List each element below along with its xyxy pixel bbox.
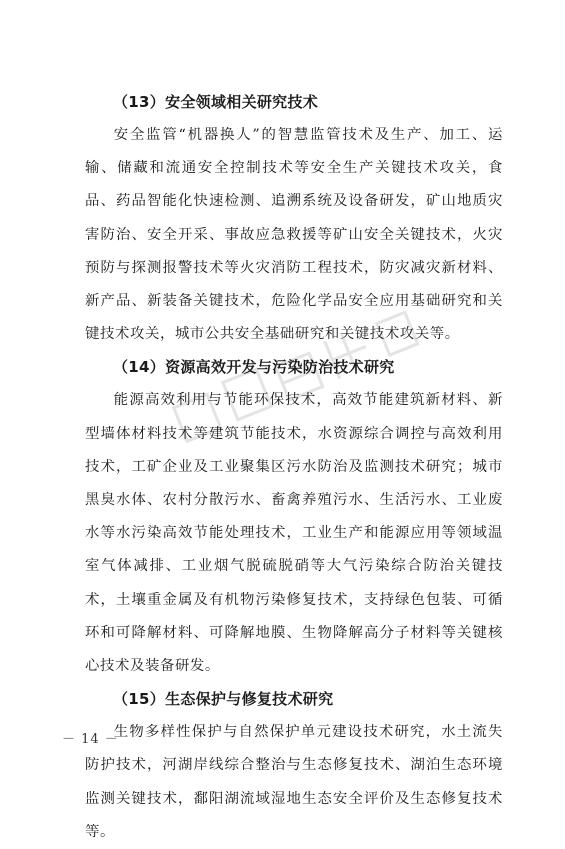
section-paragraph: 安全监管“机器换人”的智慧监管技术及生产、加工、运输、储藏和流通安全控制技术等安全生产关键技术攻关，食品、药品智能化快速检测、追溯系统及设备研发，矿山地质灾害防治、安全开采、事故应急救援等矿山安全关键技术，火灾预防与探测报警技术等火灾消防工程技术，防灾减灾新材料、新产品、新装备关键技术，危险化学品安全应用基础研究和关键技术攻关，城市公共安全基础研究和关键技术攻关等。: [85, 127, 503, 343]
section-heading: （13）安全领域相关研究技术: [113, 93, 319, 111]
section-15: [85, 683, 503, 849]
section-paragraph: 生物多样性保护与自然保护单元建设技术研究，水土流失防护技术，河湖岸线综合整治与生态修复技术、湖泊生态环境监测关键技术，鄱阳湖流域湿地生态安全评价及生态修复技术等。: [85, 724, 503, 840]
section-heading: （15）生态保护与修复技术研究: [113, 690, 334, 709]
document-body: [85, 86, 503, 849]
section-14: [85, 351, 503, 683]
page-number: － 14 －: [62, 732, 119, 747]
section-13: [85, 86, 503, 351]
section-paragraph: 能源高效利用与节能环保技术，高效节能建筑新材料、新型墙体材料技术等建筑节能技术，水资源综合调控与高效利用技术，工矿企业及工业聚集区污水防治及监测技术研究；城市黑臭水体、农村分散污水、畜禽养殖污水、生活污水、工业废水等水污染高效节能处理技术，工业生产和能源应用等领域温室气体减排、工业烟气脱硫脱硝等大气污染综合防治关键技术，土壤重金属及有机物污染修复技术，支持绿色包装、可循环和可降解材料、可降解地膜、生物降解高分子材料等关键核心技术及装备研发。: [85, 392, 503, 675]
section-heading: （14）资源高效开发与污染防治技术研究: [113, 358, 395, 377]
